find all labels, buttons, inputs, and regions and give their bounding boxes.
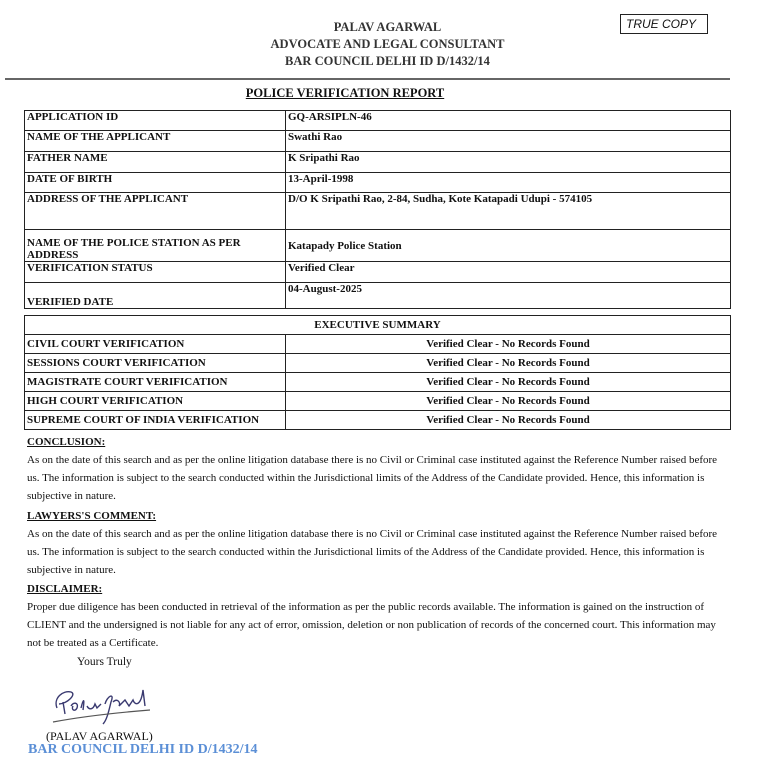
row-value: D/O K Sripathi Rao, 2-84, Sudha, Kote Katapadi Udupi - 574105 xyxy=(286,193,731,230)
signature-image xyxy=(45,680,155,730)
row-label: FATHER NAME xyxy=(25,152,286,173)
details-table xyxy=(24,110,731,309)
row-value: Verified Clear - No Records Found xyxy=(286,392,731,411)
row-value: Verified Clear xyxy=(286,262,731,283)
row-label: SESSIONS COURT VERIFICATION xyxy=(25,354,286,373)
row-label: ADDRESS OF THE APPLICANT xyxy=(25,193,286,230)
row-label: MAGISTRATE COURT VERIFICATION xyxy=(25,373,286,392)
row-value: GQ-ARSIPLN-46 xyxy=(286,111,731,131)
table-row xyxy=(25,131,731,152)
row-value: 04-August-2025 xyxy=(286,283,731,309)
table-row xyxy=(25,411,731,430)
table-row xyxy=(25,262,731,283)
row-label: SUPREME COURT OF INDIA VERIFICATION xyxy=(25,411,286,430)
table-row xyxy=(25,335,731,354)
row-value: Katapady Police Station xyxy=(286,230,731,262)
row-value: 13-April-1998 xyxy=(286,173,731,193)
closing-text: Yours Truly xyxy=(77,656,132,668)
conclusion-section xyxy=(27,433,727,505)
disclaimer-text: Proper due diligence has been conducted in retrieval of the information as per the public records available. The information is gained on the instruction of CLIENT and the undersigned is not liable for any act of error, omission, deletion or non publication of records of the concerned court. This information may not be treated as a Certificate. xyxy=(27,601,716,649)
header-divider xyxy=(5,78,730,80)
row-label: CIVIL COURT VERIFICATION xyxy=(25,335,286,354)
letterhead-bar-id: BAR COUNCIL DELHI ID D/1432/14 xyxy=(285,54,490,68)
row-label: NAME OF THE POLICE STATION AS PER ADDRESS xyxy=(25,230,286,262)
row-label: HIGH COURT VERIFICATION xyxy=(25,392,286,411)
signatory-bar-id: BAR COUNCIL DELHI ID D/1432/14 xyxy=(28,742,258,757)
conclusion-text: As on the date of this search and as per the online litigation database there is no Civil or Criminal case instituted against the Reference Number raised before us. The information is subject to the search conducted within the Jurisdictional limits of the Address of the Candidate provided. Hence, this information is subjective in nature. xyxy=(27,454,718,502)
lawyers-comment-heading: LAWYERS'S COMMENT: xyxy=(27,510,157,522)
row-label: NAME OF THE APPLICANT xyxy=(25,131,286,152)
row-value: Verified Clear - No Records Found xyxy=(286,373,731,392)
table-row xyxy=(25,373,731,392)
table-row xyxy=(25,230,731,262)
report-title: POLICE VERIFICATION REPORT xyxy=(245,86,445,100)
row-value: Verified Clear - No Records Found xyxy=(286,354,731,373)
table-row xyxy=(25,283,731,309)
row-label: APPLICATION ID xyxy=(25,111,286,131)
row-value: K Sripathi Rao xyxy=(286,152,731,173)
table-row xyxy=(25,193,731,230)
true-copy-stamp: TRUE COPY xyxy=(620,14,708,34)
lawyers-comment-text: As on the date of this search and as per the online litigation database there is no Civil or Criminal case instituted against the Reference Number raised before us. The information is subject to the search conducted within the Jurisdictional limits of the Address of the Candidate provided. Hence, this information is subjective in nature. xyxy=(27,528,718,576)
table-row xyxy=(25,173,731,193)
row-label: VERIFICATION STATUS xyxy=(25,262,286,283)
executive-summary-table xyxy=(24,315,731,430)
table-row xyxy=(25,392,731,411)
row-value: Swathi Rao xyxy=(286,131,731,152)
table-row xyxy=(25,152,731,173)
lawyers-comment-section xyxy=(27,507,727,579)
table-row xyxy=(25,354,731,373)
row-label: DATE OF BIRTH xyxy=(25,173,286,193)
disclaimer-heading: DISCLAIMER: xyxy=(27,583,103,595)
conclusion-heading: CONCLUSION: xyxy=(27,436,106,448)
row-value: Verified Clear - No Records Found xyxy=(286,335,731,354)
row-label: VERIFIED DATE xyxy=(25,283,286,309)
signatory-name: (PALAV AGARWAL) xyxy=(46,729,153,743)
summary-heading: EXECUTIVE SUMMARY xyxy=(25,316,731,335)
letterhead-title: ADVOCATE AND LEGAL CONSULTANT xyxy=(270,37,505,51)
row-value: Verified Clear - No Records Found xyxy=(286,411,731,430)
disclaimer-section xyxy=(27,580,727,652)
table-row xyxy=(25,111,731,131)
letterhead-name: PALAV AGARWAL xyxy=(333,20,442,34)
